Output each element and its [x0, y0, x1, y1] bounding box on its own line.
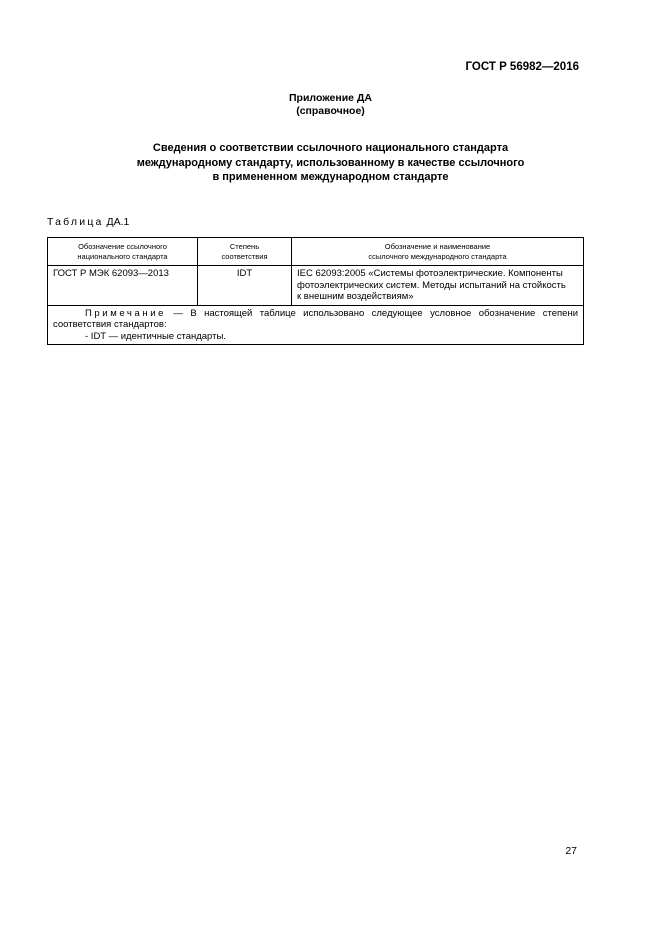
cell-international-standard [292, 266, 584, 306]
appendix-title-block [0, 92, 661, 118]
table-header-row [48, 238, 584, 266]
note-item: - IDT — идентичные стандарты. [85, 330, 226, 342]
section-heading [0, 141, 661, 185]
table-note [48, 305, 584, 345]
table-row [48, 266, 584, 306]
cell-degree: IDT [198, 266, 292, 306]
header-col1-line1: Обозначение ссылочного [78, 242, 167, 251]
page-number: 27 [565, 845, 577, 857]
header-col3-line2: ссылочного международного стандарта [368, 252, 507, 261]
appendix-title: Приложение ДА [289, 92, 372, 104]
header-col3-line1: Обозначение и наименование [384, 242, 491, 251]
header-degree [198, 238, 292, 266]
heading-line-3: в примененном международном стандарте [212, 171, 449, 183]
correspondence-table [47, 237, 584, 345]
heading-line-1: Сведения о соответствии ссылочного национального стандарта [152, 142, 509, 154]
note-dash: — [173, 307, 183, 319]
header-col2-line2: соответствия [221, 252, 268, 261]
header-col1-line2: национального стандарта [77, 252, 168, 261]
cell-intl-line2: фотоэлектрических систем. Методы испытаний на стойкость [297, 279, 566, 291]
cell-intl-line1: IEC 62093:2005 «Системы фотоэлектрические. Компоненты [297, 268, 563, 279]
heading-line-2: международному стандарту, использованному в качестве ссылочного [136, 156, 525, 169]
header-international-standard [292, 238, 584, 266]
cell-national-standard: ГОСТ Р МЭК 62093—2013 [48, 266, 198, 306]
appendix-subtitle: (справочное) [296, 105, 365, 117]
header-col2-line1: Степень [229, 242, 260, 251]
header-national-standard [48, 238, 198, 266]
cell-intl-line3: к внешним воздействиям» [297, 291, 414, 302]
note-label: Примечание [85, 307, 166, 319]
table-caption-id: ДА.1 [106, 216, 130, 228]
table-note-row [48, 305, 584, 345]
note-text: В настоящей таблице использовано следующее условное обозначение степени соответствия стандартов: [53, 307, 579, 330]
document-code: ГОСТ Р 56982—2016 [465, 61, 579, 73]
table-caption-word: Таблица [47, 216, 104, 228]
table-caption [47, 216, 129, 228]
